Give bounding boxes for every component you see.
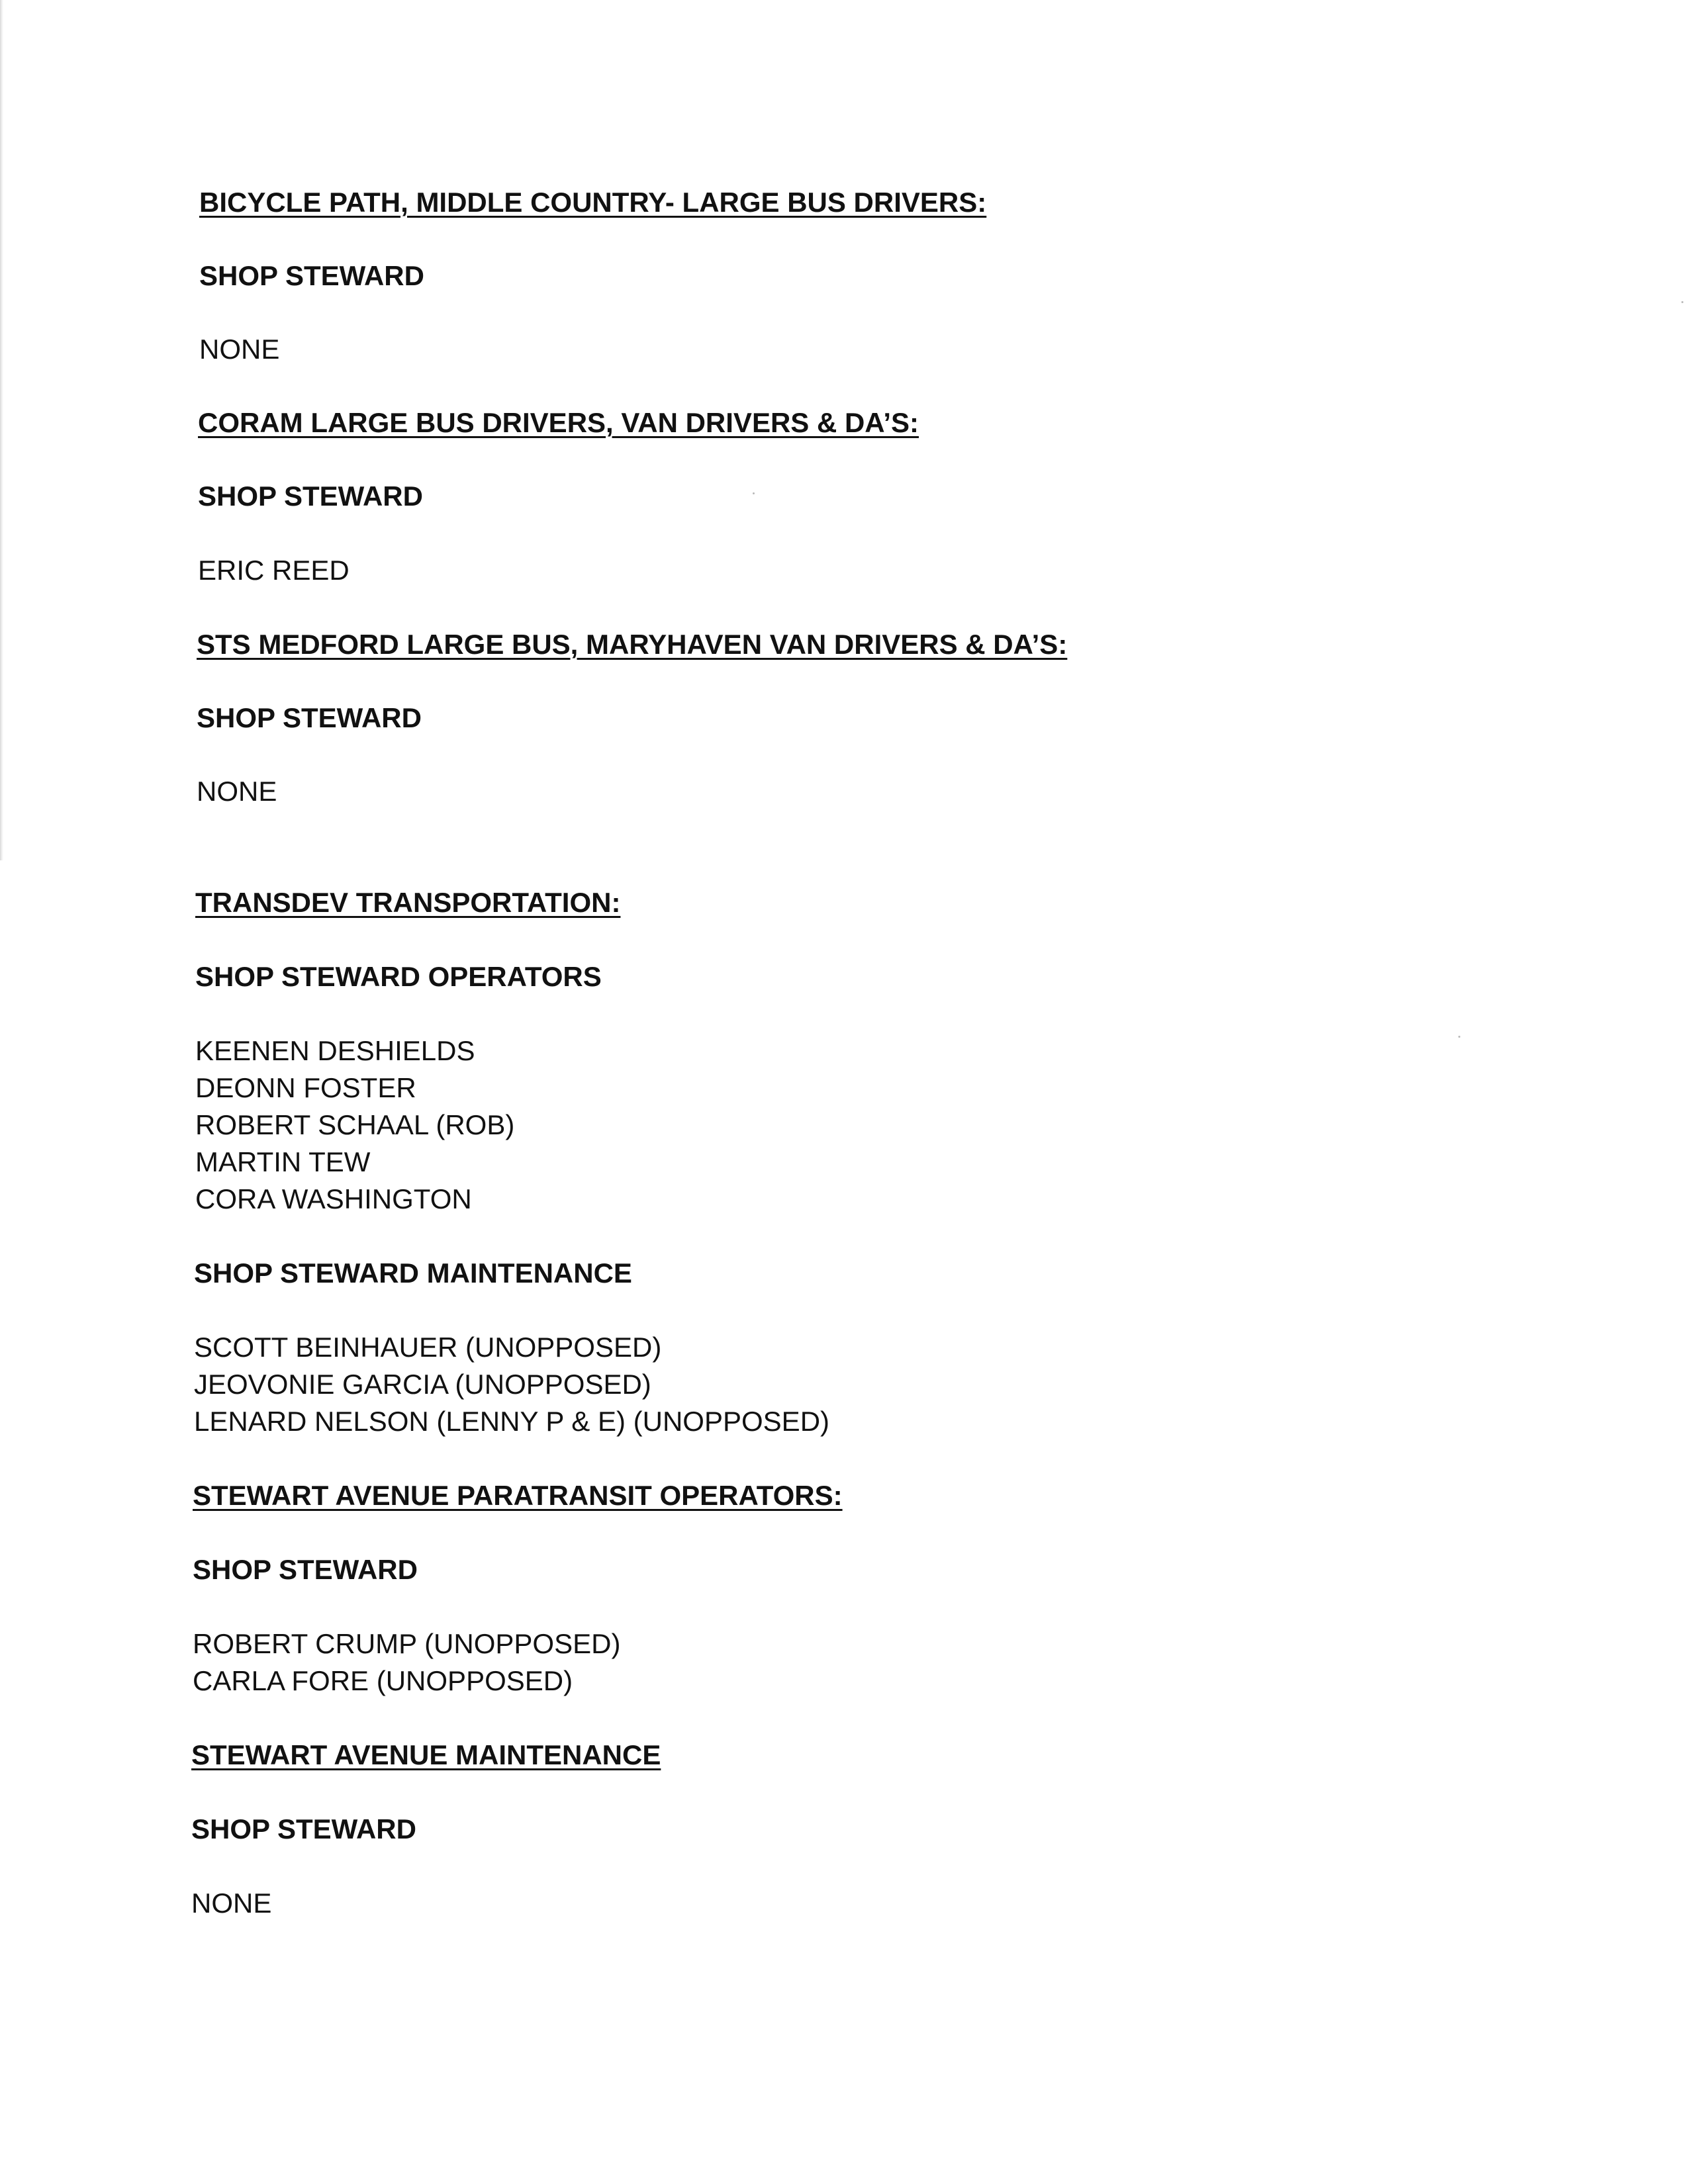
scan-speck — [753, 492, 755, 494]
shop-steward-label: SHOP STEWARD — [197, 702, 422, 733]
scan-speck — [1458, 1036, 1460, 1038]
shop-steward-label: SHOP STEWARD — [191, 1813, 416, 1844]
steward-name: ROBERT SCHAAL (ROB) — [195, 1109, 515, 1140]
shop-steward-maintenance-label: SHOP STEWARD MAINTENANCE — [194, 1257, 632, 1289]
steward-name: MARTIN TEW — [195, 1146, 371, 1177]
section-heading-transdev: TRANSDEV TRANSPORTATION: — [195, 887, 621, 918]
steward-name: ERIC REED — [198, 555, 350, 586]
steward-name: JEOVONIE GARCIA (UNOPPOSED) — [194, 1369, 651, 1400]
steward-name: KEENEN DESHIELDS — [195, 1035, 475, 1066]
steward-name: NONE — [191, 1888, 272, 1919]
steward-name: SCOTT BEINHAUER (UNOPPOSED) — [194, 1332, 662, 1363]
steward-name: DEONN FOSTER — [195, 1072, 416, 1103]
steward-name: NONE — [197, 776, 277, 807]
section-heading-stewart-avenue-maintenance: STEWART AVENUE MAINTENANCE — [191, 1739, 661, 1770]
shop-steward-label: SHOP STEWARD — [198, 480, 423, 512]
scan-speck — [1681, 301, 1683, 303]
steward-name: NONE — [199, 334, 280, 365]
steward-name: ROBERT CRUMP (UNOPPOSED) — [193, 1628, 621, 1659]
section-heading-bicycle-path: BICYCLE PATH, MIDDLE COUNTRY- LARGE BUS DRIVERS: — [199, 187, 987, 218]
steward-name: LENARD NELSON (LENNY P & E) (UNOPPOSED) — [194, 1406, 830, 1437]
shop-steward-label: SHOP STEWARD — [193, 1554, 418, 1585]
shop-steward-label: SHOP STEWARD — [199, 260, 424, 291]
section-heading-coram: CORAM LARGE BUS DRIVERS, VAN DRIVERS & DA’S: — [198, 407, 919, 438]
scan-edge-shadow — [0, 0, 3, 860]
steward-name: CARLA FORE (UNOPPOSED) — [193, 1665, 573, 1696]
section-heading-stewart-avenue-paratransit: STEWART AVENUE PARATRANSIT OPERATORS: — [193, 1480, 843, 1511]
steward-name: CORA WASHINGTON — [195, 1183, 472, 1214]
section-heading-sts-medford: STS MEDFORD LARGE BUS, MARYHAVEN VAN DRIVERS & DA’S: — [197, 629, 1068, 660]
shop-steward-operators-label: SHOP STEWARD OPERATORS — [195, 961, 602, 992]
